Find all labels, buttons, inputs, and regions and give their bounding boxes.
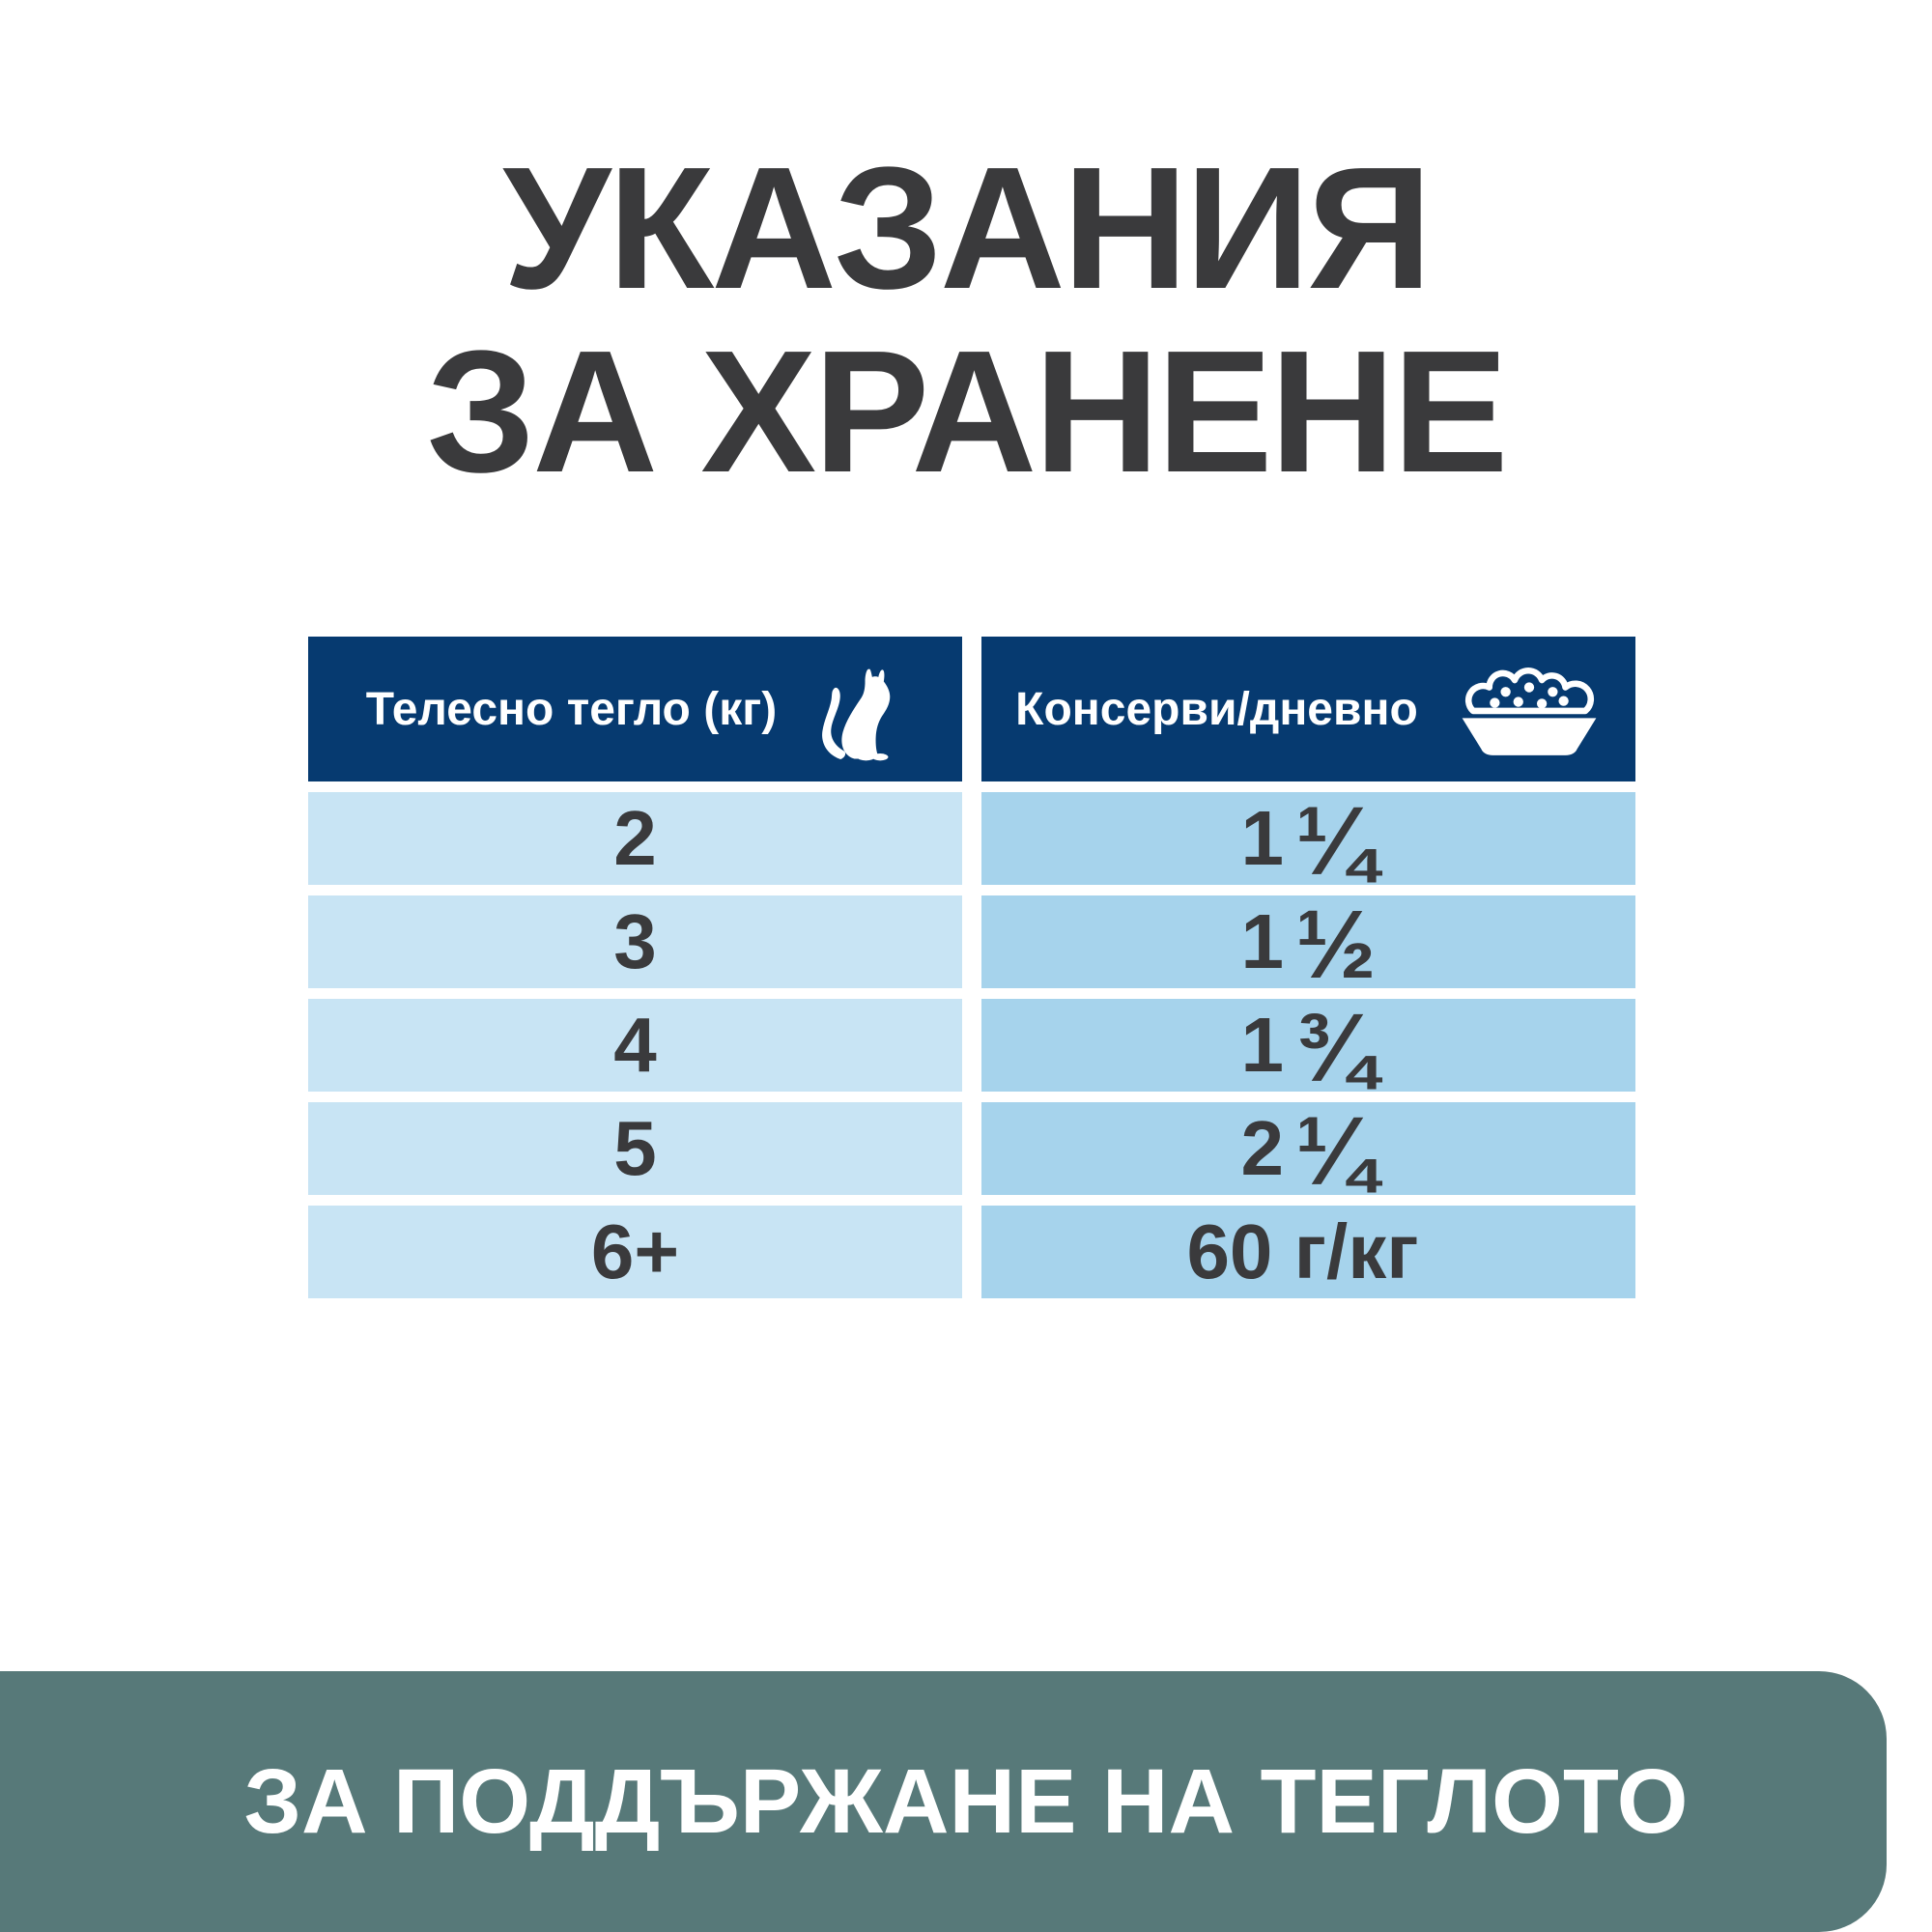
portion-cell-4 [981,1206,1635,1298]
portion-cell-2 [981,994,1635,1102]
cans-per-day-header-label: Консерви/дневно [1015,683,1418,735]
weight-cell-3: 5 [308,1102,962,1195]
portion-whole-2: 1 [1240,1002,1285,1088]
portion-cell-3 [981,1097,1635,1206]
portion-whole-4: 60 г/кг [1186,1208,1419,1294]
portion-cell-0 [981,787,1635,895]
cat-icon [815,656,904,762]
feeding-guide-table [308,637,1635,1298]
weight-cell-4: 6+ [308,1206,962,1298]
portion-fraction-3: ¼ [1295,1097,1377,1206]
body-weight-header-label: Телесно тегло (кг) [365,683,778,735]
column-header-cans-per-day [981,637,1635,781]
food-bowl-icon [1457,662,1602,757]
portion-fraction-0: ¼ [1295,787,1377,895]
portion-fraction-2: ¾ [1295,994,1377,1102]
page-title-line-2: ЗА ХРАНЕНЕ [426,315,1506,509]
portion-whole-0: 1 [1240,795,1285,881]
footer-banner-label: ЗА ПОДДЪРЖАНЕ НА ТЕГЛОТО [243,1749,1689,1853]
page-title-line-1: УКАЗАНИЯ [502,131,1430,326]
page-title [0,131,1932,509]
column-header-body-weight [308,637,962,781]
portion-fraction-1: ½ [1295,891,1377,999]
portion-whole-1: 1 [1240,898,1285,984]
weight-cell-1: 3 [308,895,962,988]
weight-cell-2: 4 [308,999,962,1092]
portion-whole-3: 2 [1240,1105,1285,1191]
weight-cell-0: 2 [308,792,962,885]
portion-cell-1 [981,891,1635,999]
